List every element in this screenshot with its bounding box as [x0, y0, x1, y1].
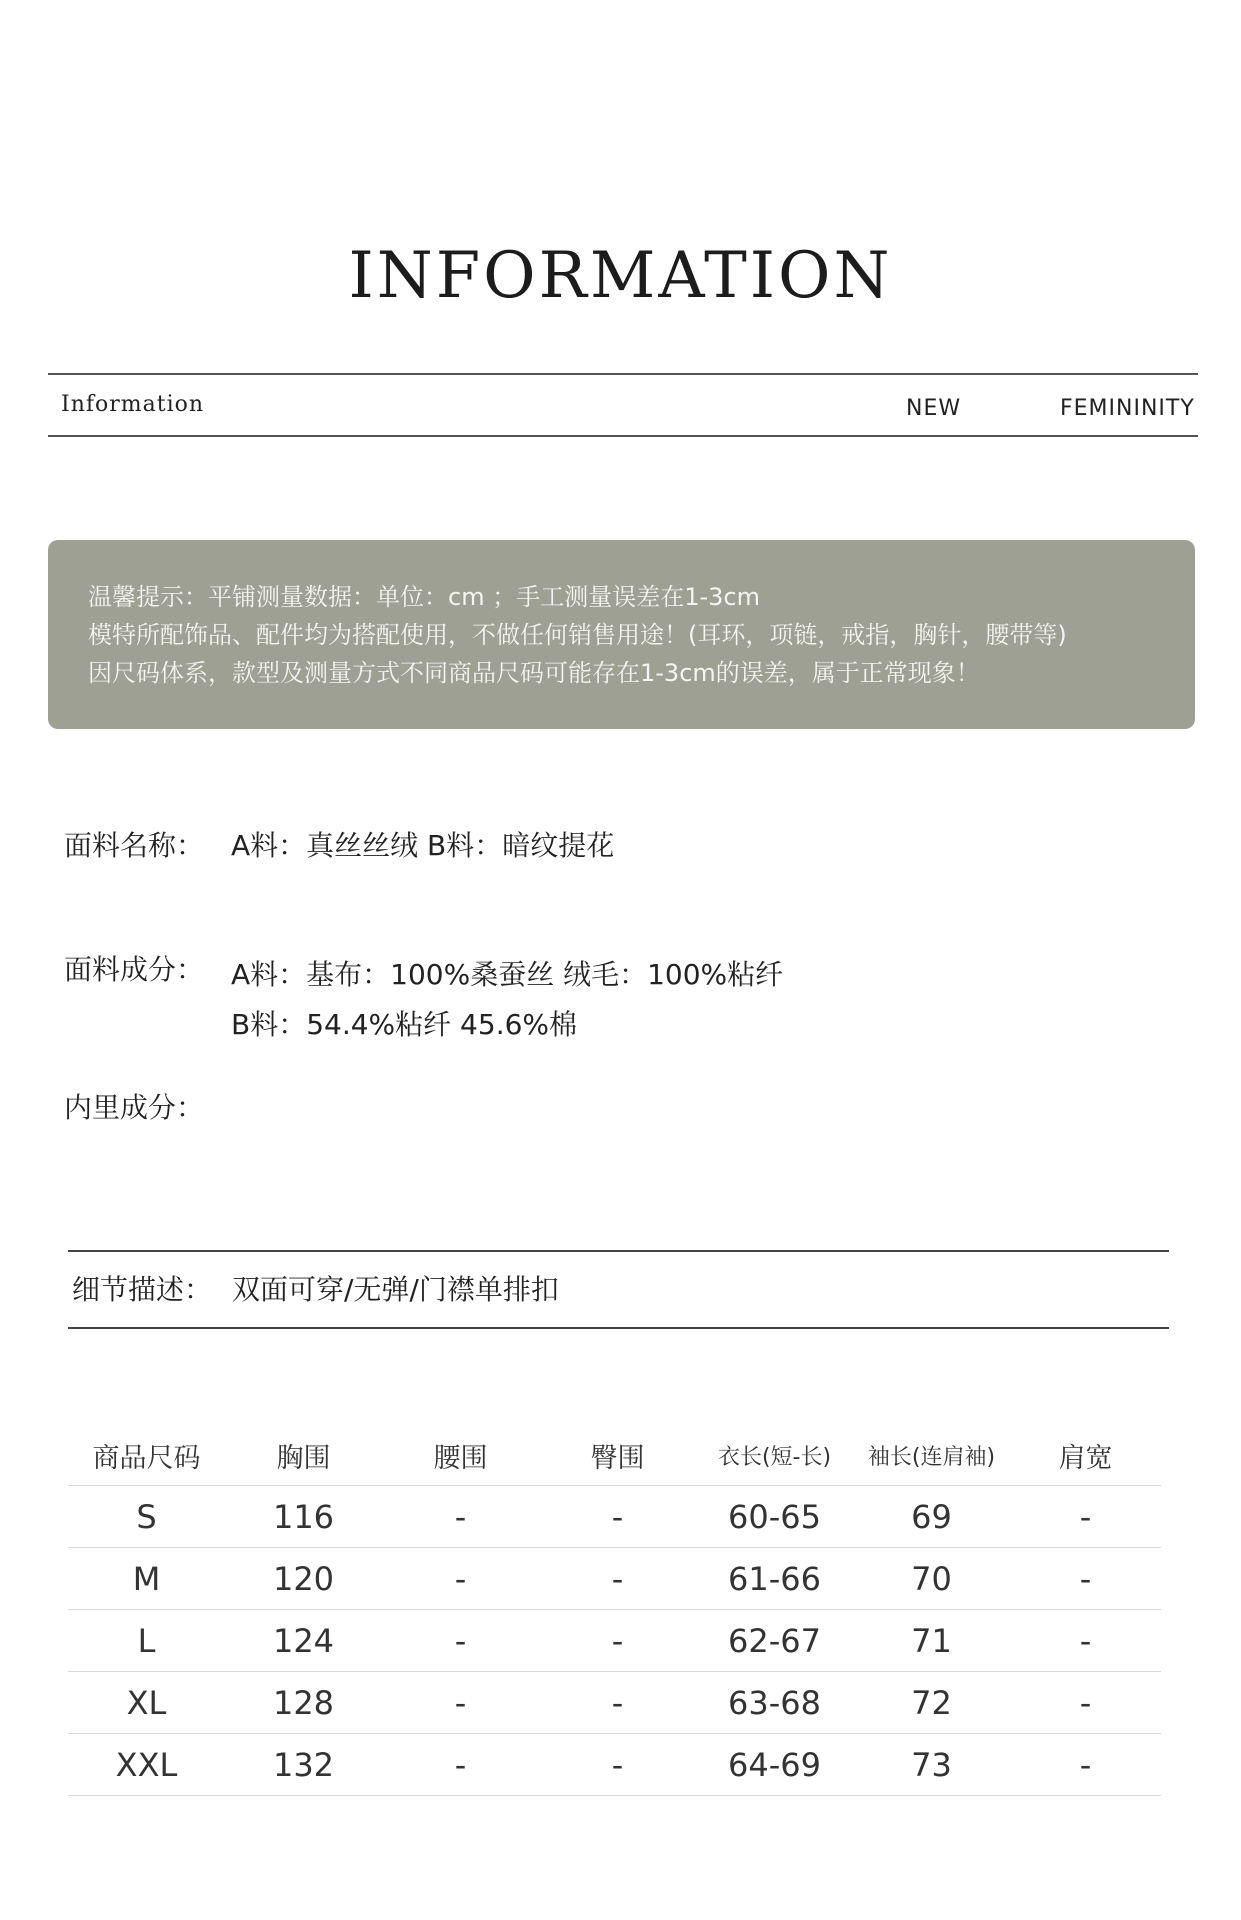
table-cell: - [1010, 1548, 1161, 1610]
table-cell: S [68, 1486, 225, 1548]
header-top-divider [48, 373, 1198, 375]
table-cell: - [382, 1486, 539, 1548]
table-cell: - [539, 1486, 696, 1548]
table-cell: XL [68, 1672, 225, 1734]
table-cell: - [539, 1610, 696, 1672]
column-header-length: 衣长(短-长) [717, 1444, 832, 1470]
table-cell: 62-67 [696, 1610, 853, 1672]
size-table-header-row [68, 1425, 1161, 1486]
detail-bottom-divider [68, 1327, 1169, 1329]
table-cell: 70 [853, 1548, 1010, 1610]
table-cell: M [68, 1548, 225, 1610]
table-cell: 116 [225, 1486, 382, 1548]
table-cell: 132 [225, 1734, 382, 1796]
table-row [68, 1672, 1161, 1734]
table-row [68, 1610, 1161, 1672]
page-title: INFORMATION [348, 239, 893, 313]
table-cell: 73 [853, 1734, 1010, 1796]
table-cell: 128 [225, 1672, 382, 1734]
table-cell: - [382, 1610, 539, 1672]
table-cell: 69 [853, 1486, 1010, 1548]
fabric-name-label: 面料名称： [64, 829, 205, 862]
table-cell: - [1010, 1486, 1161, 1548]
header-information-label: Information [61, 392, 205, 417]
table-cell: - [382, 1672, 539, 1734]
column-header-size: 商品尺码 [92, 1442, 201, 1474]
table-cell: - [1010, 1734, 1161, 1796]
column-header-chest: 胸围 [276, 1442, 331, 1474]
table-cell: 60-65 [696, 1486, 853, 1548]
table-cell: 64-69 [696, 1734, 853, 1796]
composition-line-a: A料：基布：100%桑蚕丝 绒毛：100%粘纤 [231, 958, 784, 991]
fabric-name-value: A料：真丝丝绒 B料：暗纹提花 [231, 829, 615, 862]
notice-line: 模特所配饰品、配件均为搭配使用，不做任何销售用途！(耳环，项链，戒指，胸针，腰带等) [88, 621, 1067, 649]
table-cell: - [539, 1672, 696, 1734]
table-row [68, 1548, 1161, 1610]
table-cell: - [1010, 1610, 1161, 1672]
detail-top-divider [68, 1250, 1169, 1252]
detail-value: 双面可穿/无弹/门襟单排扣 [232, 1273, 559, 1306]
table-cell: - [382, 1734, 539, 1796]
header-new-label: NEW [906, 396, 962, 421]
notice-box [48, 540, 1195, 729]
table-row [68, 1734, 1161, 1796]
detail-label: 细节描述： [72, 1273, 213, 1306]
table-cell: - [1010, 1672, 1161, 1734]
header-femininity-label: FEMININITY [1060, 396, 1195, 421]
table-cell: 71 [853, 1610, 1010, 1672]
table-cell: XXL [68, 1734, 225, 1796]
lining-label: 内里成分： [64, 1091, 205, 1124]
notice-line: 温馨提示：平铺测量数据：单位：cm ；手工测量误差在1-3cm [88, 583, 760, 611]
table-cell: - [382, 1548, 539, 1610]
table-cell: L [68, 1610, 225, 1672]
table-cell: 124 [225, 1610, 382, 1672]
column-header-shoulder: 肩宽 [1058, 1442, 1113, 1474]
table-cell: - [539, 1548, 696, 1610]
notice-line: 因尺码体系，款型及测量方式不同商品尺码可能存在1-3cm的误差，属于正常现象！ [88, 659, 980, 687]
column-header-hip: 臀围 [590, 1442, 645, 1474]
column-header-sleeve: 袖长(连肩袖) [867, 1444, 996, 1470]
table-cell: 61-66 [696, 1548, 853, 1610]
size-table [68, 1425, 1161, 1796]
table-cell: 72 [853, 1672, 1010, 1734]
table-cell: - [539, 1734, 696, 1796]
composition-label: 面料成分： [64, 953, 205, 986]
table-row [68, 1486, 1161, 1548]
header-bottom-divider [48, 435, 1198, 437]
table-cell: 63-68 [696, 1672, 853, 1734]
composition-line-b: B料：54.4%粘纤 45.6%棉 [231, 1008, 578, 1041]
table-cell: 120 [225, 1548, 382, 1610]
column-header-waist: 腰围 [433, 1442, 488, 1474]
